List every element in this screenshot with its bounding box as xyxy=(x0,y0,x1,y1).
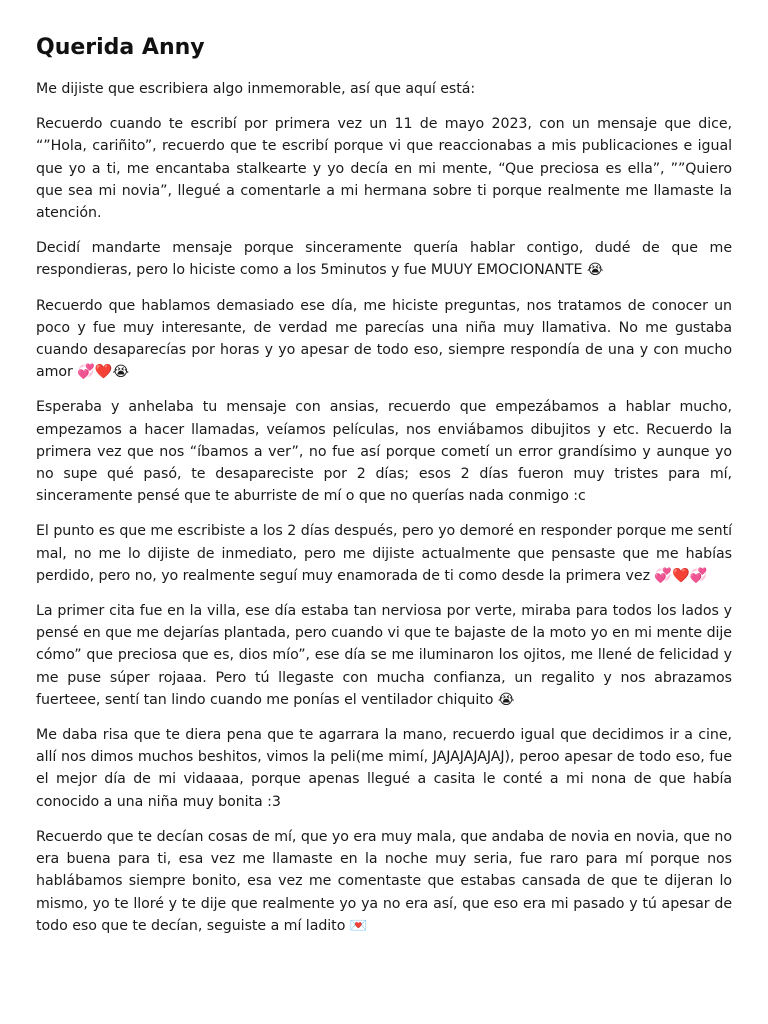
paragraph-decided-message: Decidí mandarte mensaje porque sinceramente quería hablar contigo, dudé de que me respondieras, pero lo hiciste como a los 5minutos y fue MUUY EMOCIONANTE 😭 xyxy=(36,240,732,279)
document-title: Querida Anny xyxy=(36,35,205,60)
paragraph-waiting-message: Esperaba y anhelaba tu mensaje con ansias, recuerdo que empezábamos a hablar mucho, empezamos a hacer llamadas, veíamos películas, nos enviábamos dibujitos y etc. Recuerdo la primera vez que nos “íbamos a ver”, no fue así porque cometí un error grandísimo y aunque yo no supe qué pasó, te desapareciste por 2 días; esos 2 días fueron muy tristes para mí, sinceramente pensé que te aburriste de mí o que no querías nada conmigo :c xyxy=(36,399,732,505)
paragraph-first-message: Recuerdo cuando te escribí por primera vez un 11 de mayo 2023, con un mensaje que dice, “”Hola, cariñito”, recuerdo que te escribí porque vi que reaccionabas a mis publicaciones e igual que yo a ti, me encantaba stalkearte y yo decía en mi mente, “Que preciosa es ella”, ””Quiero que sea mi novia”, llegué a comentarle a mi hermana sobre ti porque realmente me llamaste la atención. xyxy=(36,116,732,222)
paragraph-talked-a-lot: Recuerdo que hablamos demasiado ese día, me hiciste preguntas, nos tratamos de conocer un poco y fue muy interesante, de verdad me parecías una niña muy llamativa. No me gustaba cuando desaparecías por horas y yo apesar de todo eso, siempre respondía de una y con mucho amor 💞❤️😭 xyxy=(36,297,732,381)
paragraph-rumors: Recuerdo que te decían cosas de mí, que yo era muy mala, que andaba de novia en novia, que no era buena para ti, esa vez me llamaste en la noche muy seria, fue raro para mí porque nos hablábamos siempre bonito, esa vez me comentaste que estabas cansada de que te dijeran lo mismo, yo te lloré y te dije que realmente yo ya no era así, que eso era mi pasado y tú apesar de todo eso que te decían, seguiste a mí ladito 💌 xyxy=(36,828,732,934)
paragraph-first-date: La primer cita fue en la villa, ese día estaba tan nerviosa por verte, miraba para todos los lados y pensé en que me dejarías plantada, pero cuando vi que te bajaste de la moto yo en mi mente dije cómo” que preciosa que es, dios mío”, ese día se me iluminaron los ojitos, me llené de felicidad y me puse súper rojaaa. Pero tú llegaste con mucha confianza, un regalito y nos abrazamos fuerteee, sentí tan lindo cuando me ponías el ventilador chiquito 😭 xyxy=(36,603,732,708)
paragraph-cinema: Me daba risa que te diera pena que te agarrara la mano, recuerdo igual que decidimos ir a cine, allí nos dimos muchos beshitos, vimos la peli(me mimí, JAJAJAJAJAJ), peroo apesar de todo eso, fue el mejor día de mi vidaaaa, porque apenas llegué a casita le conté a mi nona de que había conocido a una niña muy bonita :3 xyxy=(36,727,732,810)
paragraph-intro: Me dijiste que escribiera algo inmemorable, así que aquí está: xyxy=(36,81,476,97)
paragraph-wrote-back: El punto es que me escribiste a los 2 días después, pero yo demoré en responder porque me sentí mal, no me lo dijiste de inmediato, pero me dijiste actualmente que pensaste que me habías perdido, pero no, yo realmente seguí muy enamorada de ti como desde la primera vez 💞❤️💞 xyxy=(36,523,732,584)
